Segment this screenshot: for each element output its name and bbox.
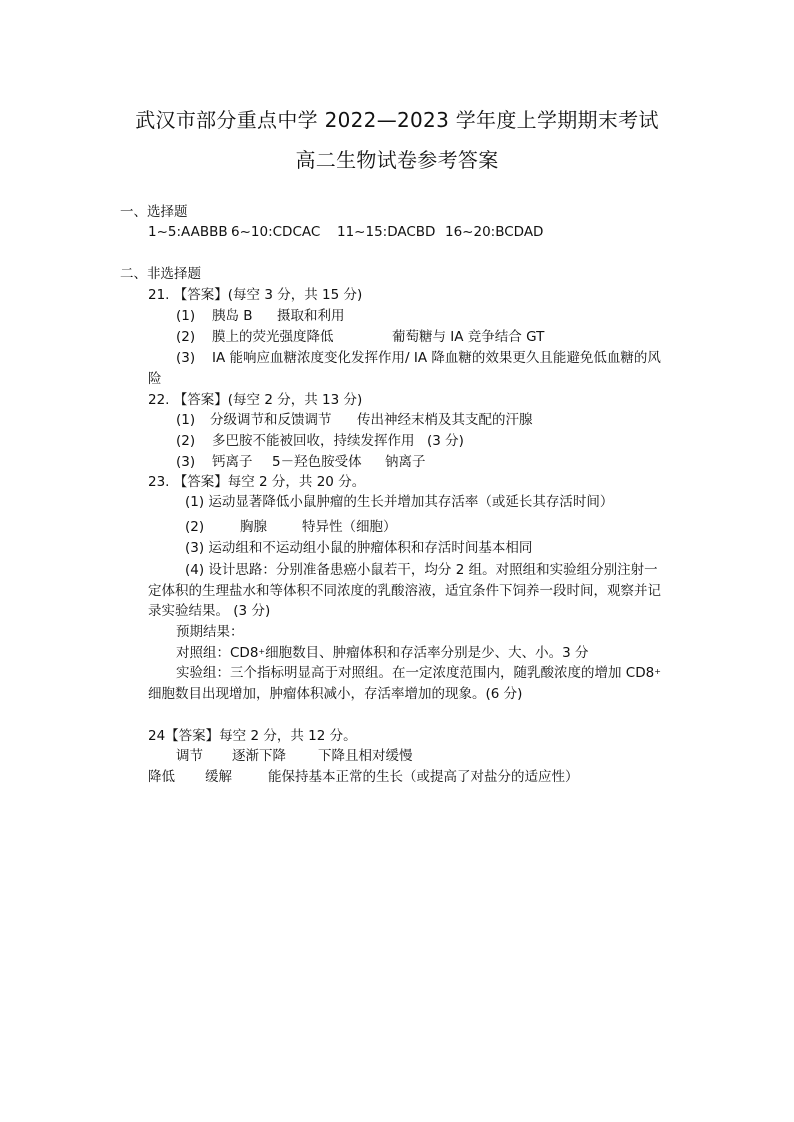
q21-item1-answer-a: 胰岛 B — [212, 308, 253, 324]
q22-item1-answer-a: 分级调节和反馈调节 — [210, 412, 332, 428]
mc-answers-11-15: 11~15:DACBD — [337, 224, 436, 240]
q24-answer-5: 缓解 — [205, 769, 232, 785]
q23-experiment-group-line2: 细胞数目出现增加，肿瘤体积减小，存活率增加的现象。(6 分) — [148, 686, 523, 702]
q23-item4-line2: 定体积的生理盐水和等体积不同浓度的乳酸溶液，适宜条件下饲养一段时间，观察并记 — [148, 583, 661, 599]
q22-header: 22. 【答案】(每空 2 分，共 13 分) — [148, 392, 363, 408]
q24-answer-6: 能保持基本正常的生长（或提高了对盐分的适应性） — [268, 769, 579, 785]
q22-item3-answer-a: 钙离子 — [212, 454, 253, 470]
q22-item3-answer-c: 钠离子 — [385, 454, 426, 470]
document-title: 武汉市部分重点中学 2022—2023 学年度上学期期末考试 — [135, 108, 659, 132]
q23-item4-line3: 录实验结果。 (3 分) — [148, 603, 271, 619]
section1-heading: 一、选择题 — [120, 204, 188, 220]
q21-item1-number: (1) — [176, 308, 196, 324]
q21-header: 21. 【答案】(每空 3 分，共 15 分) — [148, 287, 363, 303]
section2-heading: 二、非选择题 — [120, 266, 201, 282]
q24-header: 24【答案】每空 2 分，共 12 分。 — [148, 728, 357, 744]
document-subtitle: 高二生物试卷参考答案 — [295, 148, 499, 172]
q22-item2-number: (2) — [176, 433, 196, 449]
q24-answer-3: 下降且相对缓慢 — [318, 748, 413, 764]
q23-item2-number: (2) — [185, 519, 205, 535]
q23-header: 23. 【答案】每空 2 分，共 20 分。 — [148, 474, 366, 490]
q23-item2-answer-a: 胸腺 — [240, 519, 267, 535]
q23-control-group-result: 对照组：CD8+细胞数目、肿瘤体积和存活率分别是少、大、小。3 分 — [176, 645, 589, 661]
q21-item2-answer-b: 葡萄糖与 IA 竞争结合 GT — [392, 329, 545, 345]
mc-answers-16-20: 16~20:BCDAD — [445, 224, 544, 240]
q22-item3-number: (3) — [176, 454, 196, 470]
q22-item1-answer-b: 传出神经末梢及其支配的汗腺 — [357, 412, 533, 428]
q21-item3-continuation: 险 — [148, 371, 162, 387]
q24-answer-2: 逐渐下降 — [232, 748, 286, 764]
q23-item1: (1) 运动显著降低小鼠肿瘤的生长并增加其存活率（或延长其存活时间） — [185, 494, 614, 510]
q23-prediction-heading: 预期结果： — [176, 624, 244, 640]
q24-answer-4: 降低 — [148, 769, 175, 785]
q22-item1-number: (1) — [176, 412, 196, 428]
q23-experiment-group-line1: 实验组：三个指标明显高于对照组。在一定浓度范围内，随乳酸浓度的增加 CD8+ — [176, 665, 661, 681]
q22-item3-answer-b: 5－羟色胺受体 — [272, 454, 362, 470]
q22-item2-answer-a: 多巴胺不能被回收，持续发挥作用 — [212, 433, 415, 449]
q21-item2-number: (2) — [176, 329, 196, 345]
q21-item2-answer-a: 膜上的荧光强度降低 — [212, 329, 334, 345]
q22-item2-points: (3 分) — [427, 433, 464, 449]
q21-item3-number: (3) — [176, 350, 196, 366]
q24-answer-1: 调节 — [176, 748, 203, 764]
q21-item1-answer-b: 摄取和利用 — [277, 308, 345, 324]
q23-item4-line1: (4) 设计思路：分别准备患癌小鼠若干，均分 2 组。对照组和实验组分别注射一 — [185, 562, 658, 578]
mc-answers-1-5: 1~5:AABBB — [148, 224, 228, 240]
q23-item2-answer-b: 特异性（细胞） — [302, 519, 397, 535]
q21-item3-answer: IA 能响应血糖浓度变化发挥作用/ IA 降血糖的效果更久且能避免低血糖的风 — [212, 350, 661, 366]
mc-answers-6-10: 6~10:CDCAC — [231, 224, 321, 240]
q23-item3: (3) 运动组和不运动组小鼠的肿瘤体积和存活时间基本相同 — [185, 540, 533, 556]
